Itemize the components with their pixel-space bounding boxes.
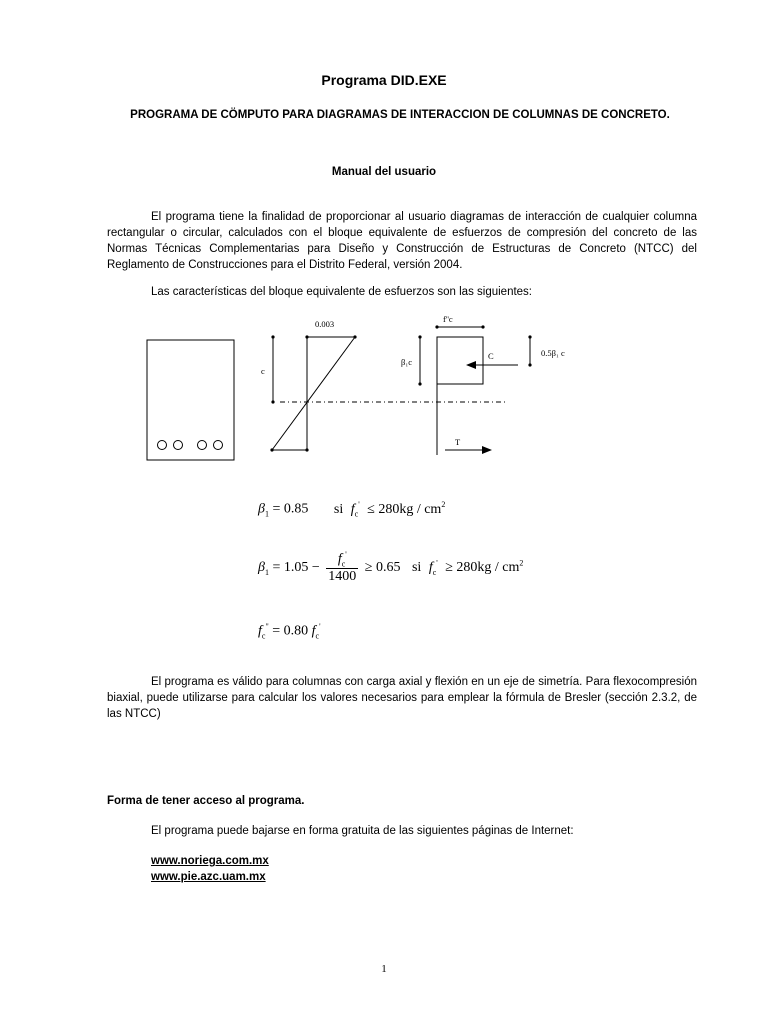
strain-label: 0.003 bbox=[315, 319, 335, 329]
stress-block-diagram bbox=[0, 300, 768, 480]
block-depth-label: β₁c bbox=[401, 357, 413, 367]
equation-fc-double-prime: $f_c^" = 0.80$ $f_c'$ bbox=[258, 622, 321, 641]
compression-label: C bbox=[488, 351, 494, 361]
rebar bbox=[158, 441, 167, 450]
intro-paragraph: El programa tiene la finalidad de proporcionar al usuario diagramas de interacción de cualquier columna rectangular o circular, calculados con el bloque equivalente de esfuerzos de compresión del concreto de las Normas Técnicas Complementarias para Diseño y Construcción de Estructuras de Concreto (NTCC) del Reglamento de Construcciones para el Distrito Federal, versión 2004. bbox=[107, 211, 697, 271]
rebar bbox=[214, 441, 223, 450]
access-heading: Forma de tener acceso al programa. bbox=[107, 795, 305, 807]
half-block-label: 0.5β₁ c bbox=[541, 348, 565, 358]
page-number: 1 bbox=[381, 963, 387, 975]
rebar bbox=[198, 441, 207, 450]
document-title: Programa DID.EXE bbox=[321, 72, 447, 88]
equation-beta1-high: $\beta_1 = 1.05$ − $\frac{f_c'}{1400}$ ≥ 0.65 si $f_c' \ge 280kg / cm^2$ bbox=[258, 550, 524, 585]
fc-label: f''c bbox=[443, 314, 453, 324]
tension-label: T bbox=[455, 437, 461, 447]
stress-block bbox=[437, 337, 483, 384]
link-pie-azc[interactable]: www.pie.azc.uam.mx bbox=[151, 871, 266, 883]
manual-heading: Manual del usuario bbox=[331, 166, 437, 178]
block-intro-paragraph: Las características del bloque equivalente de esfuerzos son las siguientes: bbox=[151, 286, 533, 298]
fraction: $\frac{f_c'}{1400}$ bbox=[328, 550, 357, 585]
link-noriega[interactable]: www.noriega.com.mx bbox=[151, 855, 269, 867]
strain-line bbox=[272, 337, 355, 450]
depth-label: c bbox=[261, 366, 265, 376]
download-paragraph: El programa puede bajarse en forma gratuita de las siguientes páginas de Internet: bbox=[151, 825, 574, 837]
validity-paragraph: El programa es válido para columnas con carga axial y flexión en un eje de simetría. Para flexocompresión biaxial, puede utilizarse para calcular los valores necesarios para emplear la fórmula de Bresler (sección 2.3.2, de las NTCC) bbox=[107, 676, 697, 720]
equation-beta1-low: $\beta_1 = 0.85$ si $f_c' \le 280kg / cm^2$ bbox=[258, 500, 446, 519]
rebar bbox=[174, 441, 183, 450]
document-subtitle: PROGRAMA DE CÖMPUTO PARA DIAGRAMAS DE INTERACCION DE COLUMNAS DE CONCRETO. bbox=[130, 109, 670, 121]
